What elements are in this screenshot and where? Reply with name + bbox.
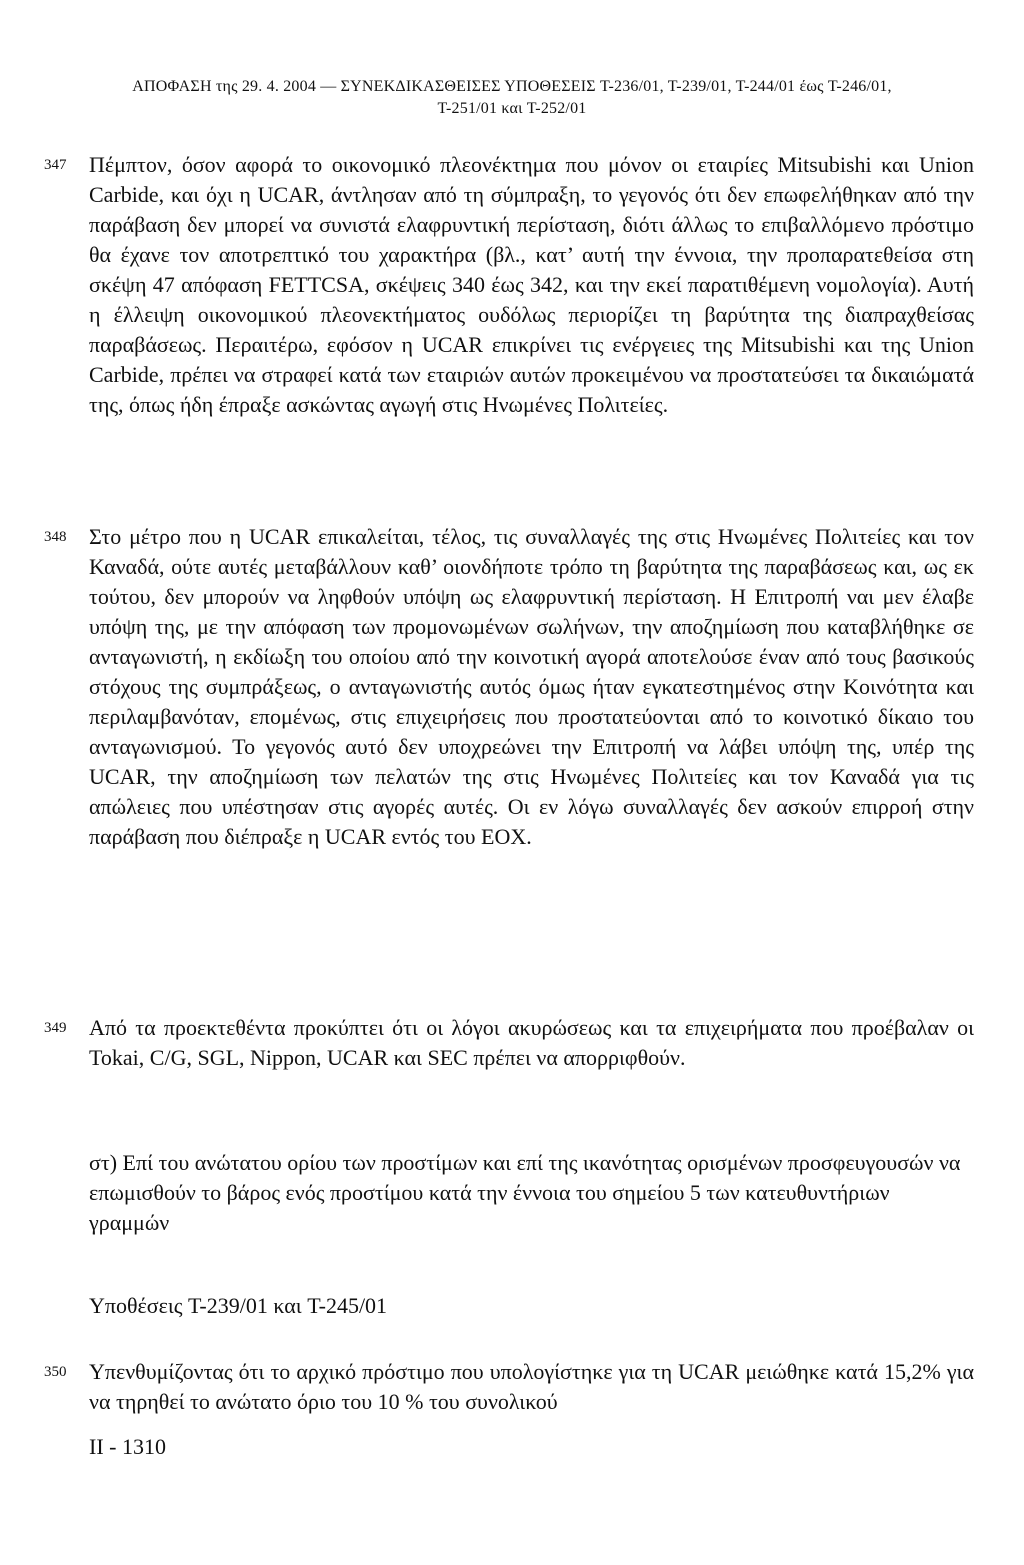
section-heading: στ) Επί του ανώτατου ορίου των προστίμων και επί της ικανότητας ορισμένων προσφευγουσών να επωμισθούν το βάρος ενός προστίμου κατά την έννοια του σημείου 5 των κατευθυντήριων γραμμών bbox=[89, 1150, 961, 1235]
paragraph-number-348: 348 bbox=[44, 529, 67, 545]
header-line-2: T-251/01 και T-252/01 bbox=[437, 100, 587, 117]
page-number: II - 1310 bbox=[89, 1434, 166, 1459]
header-line-1: ΑΠΟΦΑΣΗ της 29. 4. 2004 — ΣΥΝΕΚΔΙΚΑΣΘΕΙΣΕΣ ΥΠΟΘΕΣΕΙΣ T-236/01, T-239/01, T-244/01 έως T-246/01, bbox=[132, 78, 892, 95]
paragraph-number-347: 347 bbox=[44, 157, 67, 173]
paragraph-number-350: 350 bbox=[44, 1364, 67, 1380]
paragraph-number-349: 349 bbox=[44, 1020, 67, 1036]
paragraph-349: Από τα προεκτεθέντα προκύπτει ότι οι λόγοι ακυρώσεως και τα επιχειρήματα που προέβαλαν οι Tokai, C/G, SGL, Nippon, UCAR και SEC πρέπει να απορριφθούν. bbox=[89, 1015, 974, 1070]
paragraph-347: Πέμπτον, όσον αφορά το οικονομικό πλεονέκτημα που μόνον οι εταιρίες Mitsubishi και Union Carbide, και όχι η UCAR, άντλησαν από τη σύμπραξη, το γεγονός ότι δεν επωφελήθηκαν από την παράβαση δεν μπορεί να συνιστά ελαφρυντική περίσταση, διότι άλλως το επιβαλλόμενο πρόστιμο θα έχανε τον αποτρεπτικό του χαρακτήρα (βλ., κατ’ αυτή την έννοια, την προπαρατεθείσα στη σκέψη 47 απόφαση FETTCSA, σκέψεις 340 έως 342, και την εκεί παρατιθέμενη νομολογία). Αυτή η έλλειψη οικονομικού πλεονεκτήματος ουδόλως περιορίζει τη βαρύτητα της διαπραχθείσας παραβάσεως. Περαιτέρω, εφόσον η UCAR επικρίνει τις ενέργειες της Mitsubishi και της Union Carbide, πρέπει να στραφεί κατά των εταιριών αυτών προκειμένου να προστατεύσει τα δικαιώματά της, όπως ήδη έπραξε ασκώντας αγωγή στις Ηνωμένες Πολιτείες. bbox=[89, 152, 974, 417]
paragraph-350: Υπενθυμίζοντας ότι το αρχικό πρόστιμο που υπολογίστηκε για τη UCAR μειώθηκε κατά 15,2% για να τηρηθεί το ανώτατο όριο του 10 % του συνολικού bbox=[89, 1359, 974, 1414]
paragraph-348: Στο μέτρο που η UCAR επικαλείται, τέλος, τις συναλλαγές της στις Ηνωμένες Πολιτείες και τον Καναδά, ούτε αυτές μεταβάλλουν καθ’ οιονδήποτε τρόπο τη βαρύτητα της παραβάσεως και, ως εκ τούτου, δεν μπορούν να ληφθούν υπόψη ως ελαφρυντική περίσταση. Η Επιτροπή ναι μεν έλαβε υπόψη της, με την απόφαση των προμονωμένων σωλήνων, την αποζημίωση που καταβλήθηκε σε ανταγωνιστή, η εκδίωξη του οποίου από την κοινοτική αγορά αποτελούσε έναν από τους βασικούς στόχους της συμπράξεως, ο ανταγωνιστής αυτός όμως ήταν εγκατεστημένος στην Κοινότητα και περιλαμβανόταν, επομένως, στις επιχειρήσεις που προστατεύονται από το κοινοτικό δίκαιο του ανταγωνισμού. Το γεγονός αυτό δεν υποχρεώνει την Επιτροπή να λάβει υπόψη της, υπέρ της UCAR, την αποζημίωση των πελατών της στις Ηνωμένες Πολιτείες και τον Καναδά για τις απώλειες που υπέστησαν στις αγορές αυτές. Οι εν λόγω συναλλαγές δεν ασκούν επιρροή στην παράβαση που διέπραξε η UCAR εντός του ΕΟΧ. bbox=[89, 524, 974, 849]
subsection-heading: Υποθέσεις T-239/01 και T-245/01 bbox=[89, 1293, 388, 1318]
running-header bbox=[0, 76, 1024, 120]
